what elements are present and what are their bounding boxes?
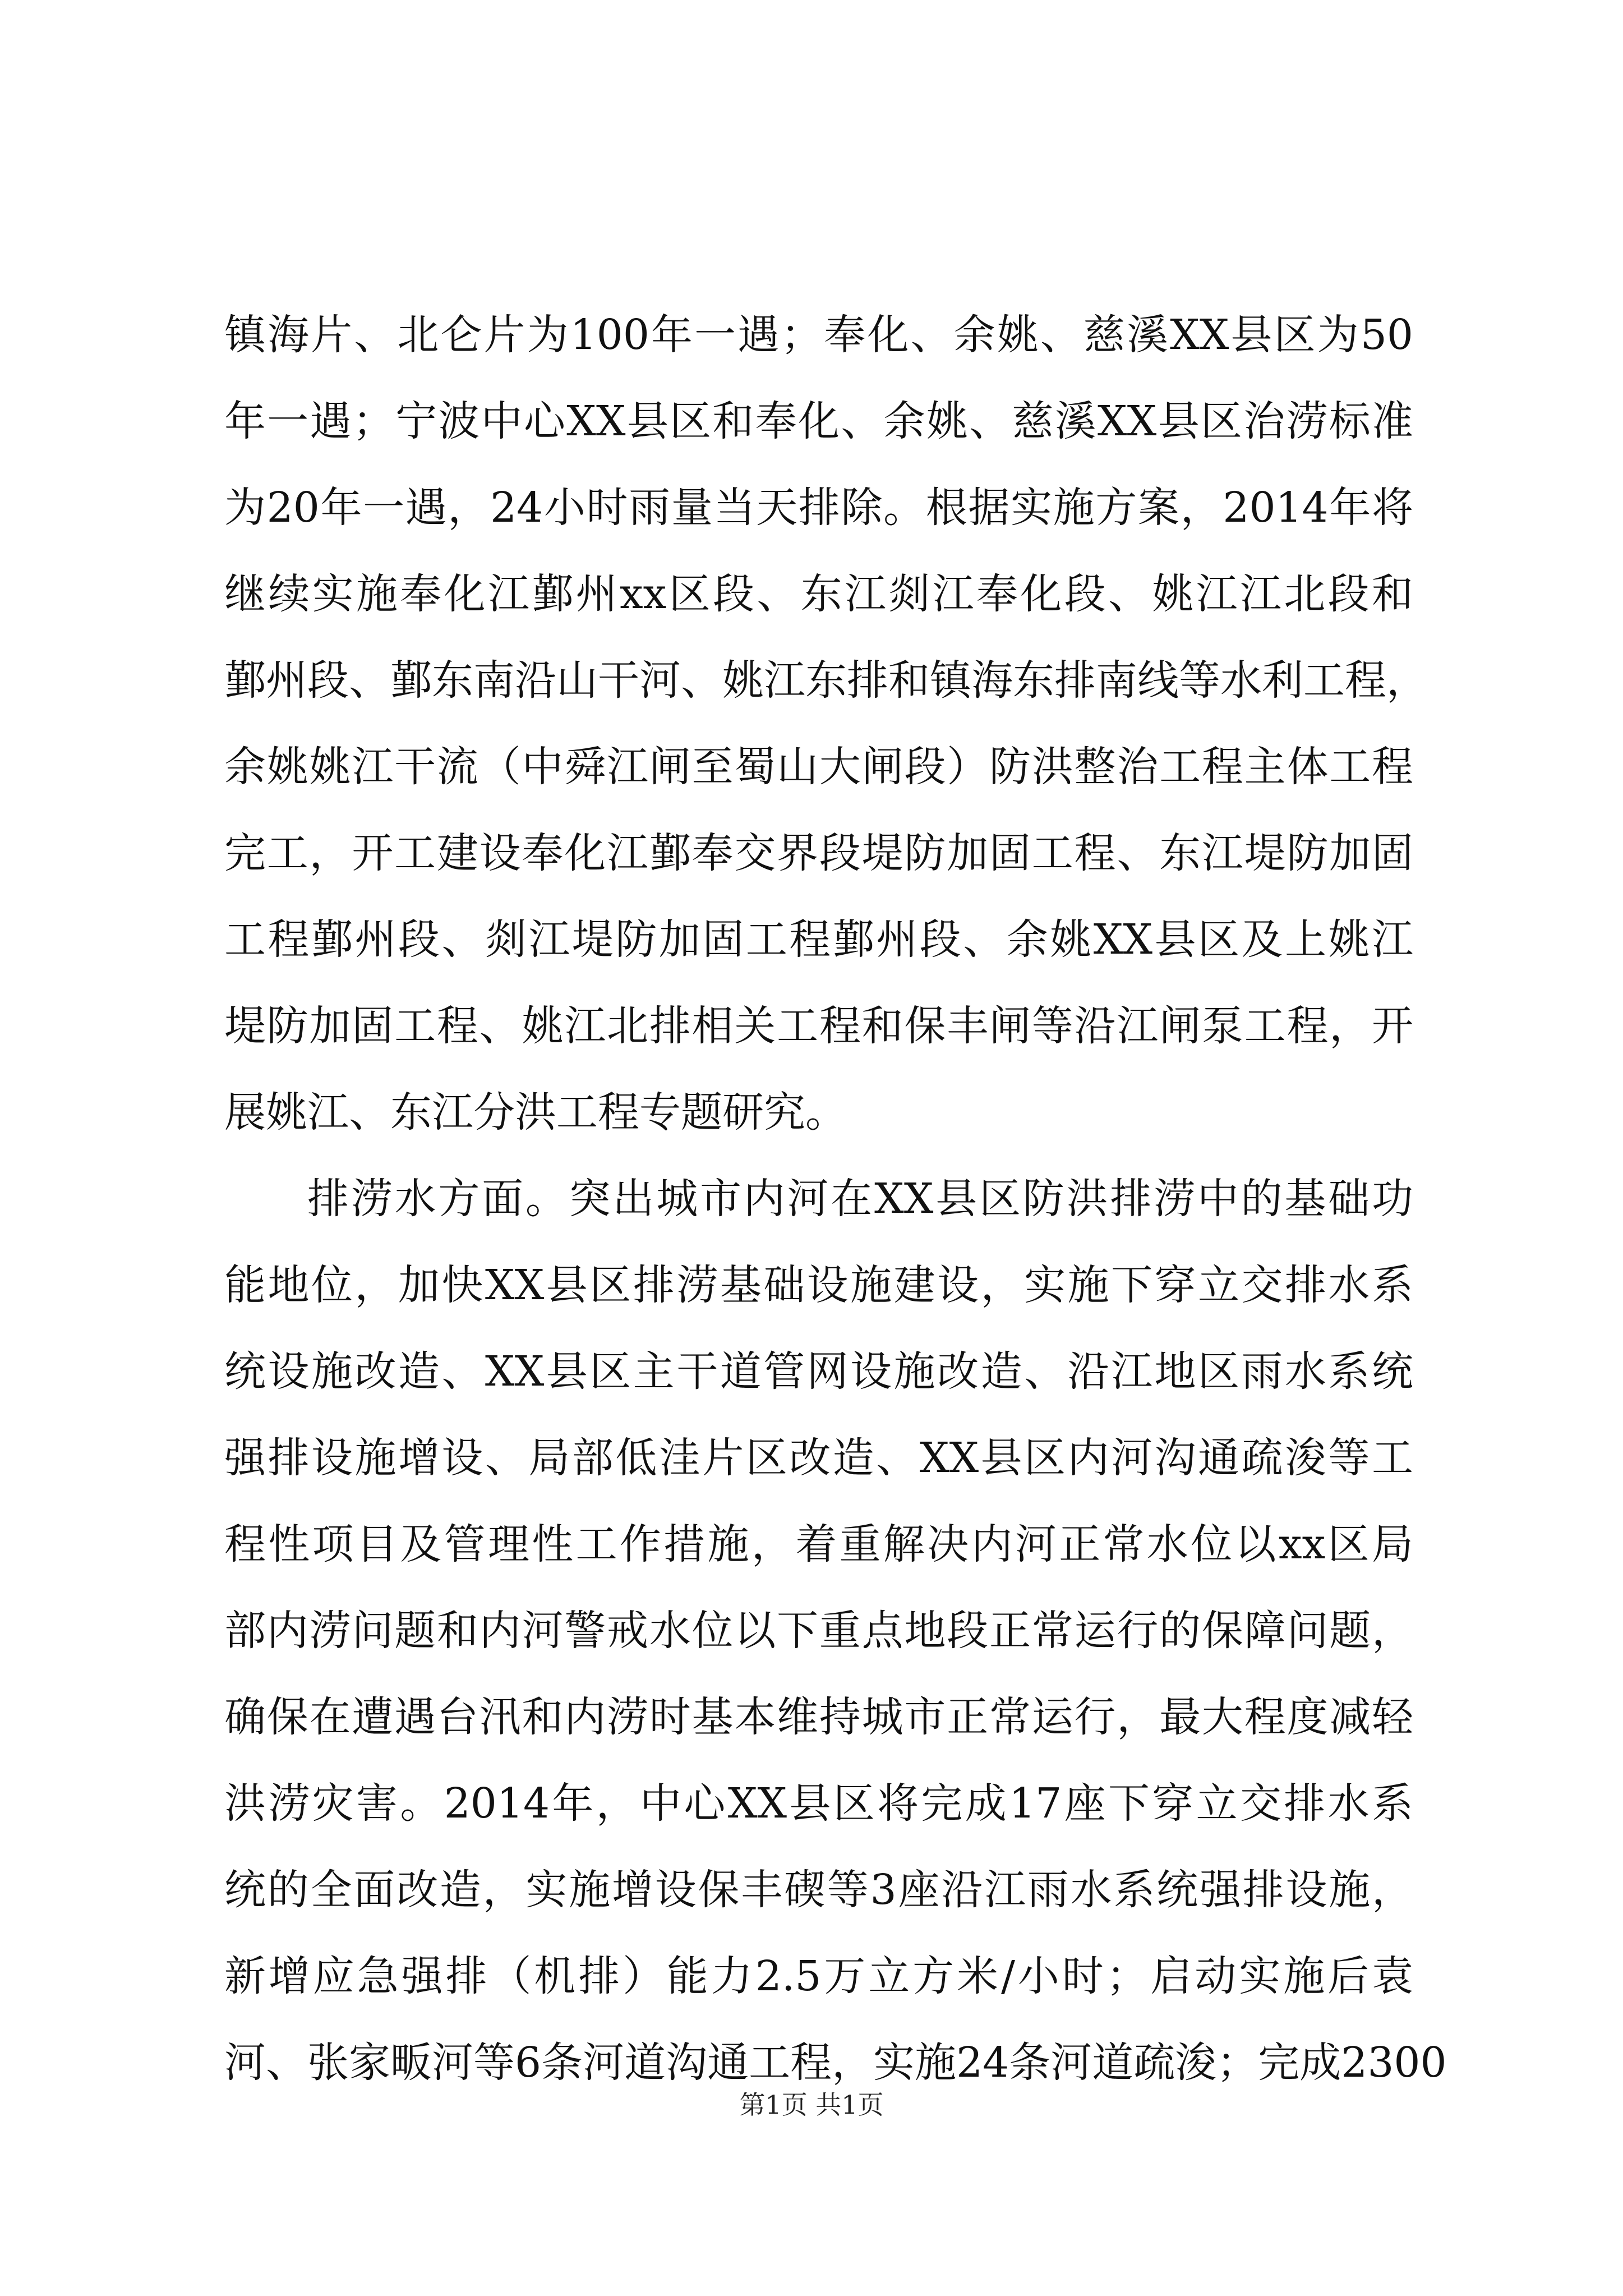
text-line: 强排设施增设、局部低洼片区改造、XX县区内河沟通疏浚等工	[224, 1434, 1413, 1482]
text-line: 为20年一遇，24小时雨量当天排除。根据实施方案，2014年将	[224, 484, 1413, 532]
document-body	[224, 292, 1447, 2106]
paragraph-drainage	[224, 1156, 1447, 2106]
text-line: 余姚姚江干流（中舜江闸至蜀山大闸段）防洪整治工程主体工程	[224, 743, 1413, 791]
text-line: 确保在遭遇台汛和内涝时基本维持城市正常运行，最大程度减轻	[224, 1693, 1413, 1741]
text-line: 镇海片、北仑片为100年一遇；奉化、余姚、慈溪XX县区为50	[224, 311, 1413, 359]
text-line: 能地位，加快XX县区排涝基础设施建设，实施下穿立交排水系	[224, 1261, 1413, 1309]
text-line: 完工，开工建设奉化江鄞奉交界段堤防加固工程、东江堤防加固	[224, 829, 1413, 877]
text-line: 继续实施奉化江鄞州xx区段、东江剡江奉化段、姚江江北段和	[224, 570, 1413, 618]
text-line: 排涝水方面。突出城市内河在XX县区防洪排涝中的基础功	[307, 1175, 1413, 1223]
text-line: 统设施改造、XX县区主干道管网设施改造、沿江地区雨水系统	[224, 1347, 1413, 1396]
text-line: 洪涝灾害。2014年，中心XX县区将完成17座下穿立交排水系	[224, 1779, 1413, 1828]
text-line: 部内涝问题和内河警戒水位以下重点地段正常运行的保障问题，	[224, 1607, 1413, 1655]
text-line: 展姚江、东江分洪工程专题研究。	[224, 1088, 847, 1137]
page-number: 第1页 共1页	[739, 2090, 884, 2120]
text-line: 程性项目及管理性工作措施，着重解决内河正常水位以xx区局	[224, 1520, 1413, 1568]
paragraph-flood-standards	[224, 292, 1428, 1156]
text-line: 河、张家畈河等6条河道沟通工程，实施24条河道疏浚；完成2300	[224, 2039, 1447, 2087]
text-line: 新增应急强排（机排）能力2.5万立方米/小时；启动实施后袁	[224, 1952, 1413, 2000]
text-line: 工程鄞州段、剡江堤防加固工程鄞州段、余姚XX县区及上姚江	[224, 915, 1413, 964]
text-line: 年一遇；宁波中心XX县区和奉化、余姚、慈溪XX县区治涝标准	[224, 397, 1413, 445]
text-line: 统的全面改造，实施增设保丰碶等3座沿江雨水系统强排设施，	[224, 1866, 1413, 1914]
text-line: 鄞州段、鄞东南沿山干河、姚江东排和镇海东排南线等水利工程，	[224, 656, 1428, 705]
text-line: 堤防加固工程、姚江北排相关工程和保丰闸等沿江闸泵工程，开	[224, 1002, 1413, 1050]
